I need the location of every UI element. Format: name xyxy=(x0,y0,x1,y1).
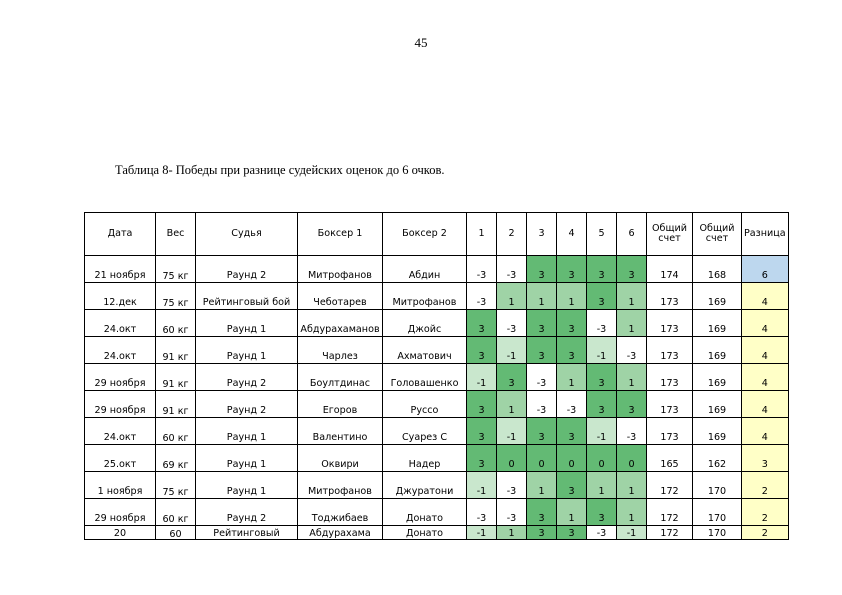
cell-round-5: -3 xyxy=(587,310,617,337)
cell-total2: 170 xyxy=(693,526,742,540)
cell-total2: 162 xyxy=(693,445,742,472)
cell-round-4: 3 xyxy=(557,472,587,499)
table-row xyxy=(85,310,789,337)
cell-judge: Раунд 2 xyxy=(196,364,298,391)
cell-date: 24.окт xyxy=(85,418,156,445)
cell-boxer1: Митрофанов xyxy=(298,256,383,283)
cell-boxer1: Боултдинас xyxy=(298,364,383,391)
cell-boxer2: Митрофанов xyxy=(383,283,467,310)
cell-judge: Раунд 1 xyxy=(196,310,298,337)
cell-round-5: 3 xyxy=(587,364,617,391)
cell-round-1: 3 xyxy=(467,445,497,472)
cell-diff: 2 xyxy=(742,472,789,499)
cell-round-6: 3 xyxy=(617,391,647,418)
cell-round-3: 3 xyxy=(527,337,557,364)
cell-round-3: 3 xyxy=(527,526,557,540)
cell-round-1: -1 xyxy=(467,526,497,540)
cell-round-4: 3 xyxy=(557,310,587,337)
cell-date: 20 xyxy=(85,526,156,540)
cell-date: 12.дек xyxy=(85,283,156,310)
table-row xyxy=(85,499,789,526)
cell-round-1: 3 xyxy=(467,337,497,364)
cell-round-5: 1 xyxy=(587,472,617,499)
cell-boxer1: Егоров xyxy=(298,391,383,418)
table-row xyxy=(85,418,789,445)
table-caption: Таблица 8- Победы при разнице судейских оценок до 6 очков. xyxy=(115,163,445,177)
cell-weight: 60 xyxy=(156,526,196,540)
cell-date: 24.окт xyxy=(85,337,156,364)
cell-total1: 172 xyxy=(647,526,693,540)
cell-round-4: 1 xyxy=(557,283,587,310)
cell-diff: 4 xyxy=(742,418,789,445)
header-round-2: 2 xyxy=(497,213,527,256)
cell-round-2: 1 xyxy=(497,391,527,418)
cell-round-6: 0 xyxy=(617,445,647,472)
cell-date: 25.окт xyxy=(85,445,156,472)
cell-round-1: 3 xyxy=(467,310,497,337)
cell-round-1: 3 xyxy=(467,418,497,445)
table-row xyxy=(85,391,789,418)
cell-round-6: 3 xyxy=(617,256,647,283)
cell-round-5: 3 xyxy=(587,391,617,418)
cell-round-3: -3 xyxy=(527,364,557,391)
cell-weight: 75 кг xyxy=(156,472,196,499)
cell-boxer1: Чеботарев xyxy=(298,283,383,310)
header-round-6: 6 xyxy=(617,213,647,256)
cell-judge: Раунд 2 xyxy=(196,256,298,283)
cell-total1: 174 xyxy=(647,256,693,283)
cell-judge: Раунд 1 xyxy=(196,337,298,364)
cell-date: 29 ноября xyxy=(85,391,156,418)
cell-diff: 3 xyxy=(742,445,789,472)
cell-weight: 91 кг xyxy=(156,337,196,364)
cell-boxer1: Абдурахаманов xyxy=(298,310,383,337)
cell-round-6: -3 xyxy=(617,418,647,445)
cell-diff: 4 xyxy=(742,337,789,364)
header-judge: Судья xyxy=(196,213,298,256)
cell-boxer2: Донато xyxy=(383,499,467,526)
cell-round-4: 3 xyxy=(557,418,587,445)
cell-total1: 172 xyxy=(647,472,693,499)
cell-round-2: -1 xyxy=(497,337,527,364)
table-row xyxy=(85,364,789,391)
cell-diff: 4 xyxy=(742,310,789,337)
cell-round-5: -1 xyxy=(587,418,617,445)
page-number: 45 xyxy=(414,35,428,50)
header-round-1: 1 xyxy=(467,213,497,256)
cell-total2: 170 xyxy=(693,499,742,526)
table-row xyxy=(85,337,789,364)
header-weight: Вес xyxy=(156,213,196,256)
cell-boxer1: Тоджибаев xyxy=(298,499,383,526)
cell-total2: 169 xyxy=(693,418,742,445)
cell-round-4: -3 xyxy=(557,391,587,418)
cell-round-5: -3 xyxy=(587,526,617,540)
cell-round-2: 1 xyxy=(497,526,527,540)
cell-boxer2: Надер xyxy=(383,445,467,472)
cell-weight: 91 кг xyxy=(156,391,196,418)
cell-total2: 168 xyxy=(693,256,742,283)
cell-diff: 4 xyxy=(742,283,789,310)
cell-weight: 69 кг xyxy=(156,445,196,472)
cell-round-3: 3 xyxy=(527,499,557,526)
cell-round-2: 3 xyxy=(497,364,527,391)
cell-boxer2: Ахматович xyxy=(383,337,467,364)
cell-round-2: -3 xyxy=(497,256,527,283)
cell-boxer1: Оквири xyxy=(298,445,383,472)
header-round-4: 4 xyxy=(557,213,587,256)
cell-round-5: 3 xyxy=(587,256,617,283)
cell-total1: 173 xyxy=(647,310,693,337)
cell-boxer2: Донато xyxy=(383,526,467,540)
header-row xyxy=(85,213,789,256)
cell-round-3: 0 xyxy=(527,445,557,472)
header-total-2: Общий счет xyxy=(693,213,742,256)
cell-round-2: -3 xyxy=(497,310,527,337)
cell-date: 24.окт xyxy=(85,310,156,337)
cell-boxer1: Абдурахама xyxy=(298,526,383,540)
cell-boxer1: Валентино xyxy=(298,418,383,445)
table-row xyxy=(85,256,789,283)
cell-round-6: 1 xyxy=(617,472,647,499)
cell-round-6: 1 xyxy=(617,283,647,310)
cell-round-1: 3 xyxy=(467,391,497,418)
cell-round-3: 1 xyxy=(527,472,557,499)
cell-judge: Рейтинговый бой xyxy=(196,283,298,310)
cell-round-4: 1 xyxy=(557,499,587,526)
cell-round-4: 0 xyxy=(557,445,587,472)
header-boxer2: Боксер 2 xyxy=(383,213,467,256)
cell-diff: 2 xyxy=(742,526,789,540)
header-boxer1: Боксер 1 xyxy=(298,213,383,256)
cell-judge: Раунд 2 xyxy=(196,391,298,418)
cell-round-6: 1 xyxy=(617,310,647,337)
cell-total2: 169 xyxy=(693,364,742,391)
table-row xyxy=(85,445,789,472)
cell-total2: 169 xyxy=(693,310,742,337)
cell-total1: 165 xyxy=(647,445,693,472)
cell-judge: Раунд 2 xyxy=(196,499,298,526)
cell-round-3: 3 xyxy=(527,310,557,337)
cell-total1: 173 xyxy=(647,337,693,364)
cell-round-2: -3 xyxy=(497,499,527,526)
cell-round-2: -1 xyxy=(497,418,527,445)
header-round-5: 5 xyxy=(587,213,617,256)
cell-round-6: 1 xyxy=(617,499,647,526)
cell-boxer2: Джуратони xyxy=(383,472,467,499)
cell-date: 21 ноября xyxy=(85,256,156,283)
cell-date: 29 ноября xyxy=(85,364,156,391)
cell-diff: 4 xyxy=(742,364,789,391)
cell-weight: 75 кг xyxy=(156,283,196,310)
cell-round-2: -3 xyxy=(497,472,527,499)
cell-weight: 60 кг xyxy=(156,499,196,526)
cell-round-6: 1 xyxy=(617,364,647,391)
cell-round-4: 3 xyxy=(557,526,587,540)
cell-round-6: -1 xyxy=(617,526,647,540)
cell-round-5: 3 xyxy=(587,499,617,526)
cell-boxer2: Суарез С xyxy=(383,418,467,445)
cell-round-2: 0 xyxy=(497,445,527,472)
cell-boxer1: Чарлез xyxy=(298,337,383,364)
header-diff: Разница xyxy=(742,213,789,256)
cell-total2: 169 xyxy=(693,283,742,310)
cell-weight: 75 кг xyxy=(156,256,196,283)
cell-round-5: 0 xyxy=(587,445,617,472)
cell-round-1: -1 xyxy=(467,472,497,499)
cell-round-3: 1 xyxy=(527,283,557,310)
cell-round-6: -3 xyxy=(617,337,647,364)
cell-total1: 173 xyxy=(647,283,693,310)
cell-round-3: 3 xyxy=(527,418,557,445)
cell-judge: Рейтинговый xyxy=(196,526,298,540)
cell-total2: 169 xyxy=(693,391,742,418)
cell-total2: 170 xyxy=(693,472,742,499)
cell-round-3: 3 xyxy=(527,256,557,283)
table-body xyxy=(85,256,789,540)
cell-date: 29 ноября xyxy=(85,499,156,526)
cell-round-1: -3 xyxy=(467,256,497,283)
cell-total1: 173 xyxy=(647,364,693,391)
table-row xyxy=(85,283,789,310)
cell-judge: Раунд 1 xyxy=(196,472,298,499)
cell-round-5: -1 xyxy=(587,337,617,364)
cell-weight: 60 кг xyxy=(156,418,196,445)
cell-total2: 169 xyxy=(693,337,742,364)
cell-round-1: -3 xyxy=(467,499,497,526)
cell-total1: 173 xyxy=(647,391,693,418)
cell-boxer2: Головашенко xyxy=(383,364,467,391)
cell-round-5: 3 xyxy=(587,283,617,310)
cell-total1: 173 xyxy=(647,418,693,445)
scores-table xyxy=(84,212,789,540)
cell-boxer2: Абдин xyxy=(383,256,467,283)
cell-total1: 172 xyxy=(647,499,693,526)
cell-round-4: 1 xyxy=(557,364,587,391)
cell-round-2: 1 xyxy=(497,283,527,310)
cell-date: 1 ноября xyxy=(85,472,156,499)
cell-judge: Раунд 1 xyxy=(196,418,298,445)
cell-round-4: 3 xyxy=(557,337,587,364)
table-row xyxy=(85,472,789,499)
cell-round-4: 3 xyxy=(557,256,587,283)
header-date: Дата xyxy=(85,213,156,256)
header-total-1: Общий счет xyxy=(647,213,693,256)
cell-boxer2: Джойс xyxy=(383,310,467,337)
cell-round-1: -1 xyxy=(467,364,497,391)
cell-weight: 91 кг xyxy=(156,364,196,391)
header-round-3: 3 xyxy=(527,213,557,256)
cell-boxer2: Руссо xyxy=(383,391,467,418)
table-row xyxy=(85,526,789,540)
cell-diff: 6 xyxy=(742,256,789,283)
cell-judge: Раунд 1 xyxy=(196,445,298,472)
cell-boxer1: Митрофанов xyxy=(298,472,383,499)
cell-diff: 4 xyxy=(742,391,789,418)
cell-round-3: -3 xyxy=(527,391,557,418)
cell-round-1: -3 xyxy=(467,283,497,310)
cell-diff: 2 xyxy=(742,499,789,526)
cell-weight: 60 кг xyxy=(156,310,196,337)
